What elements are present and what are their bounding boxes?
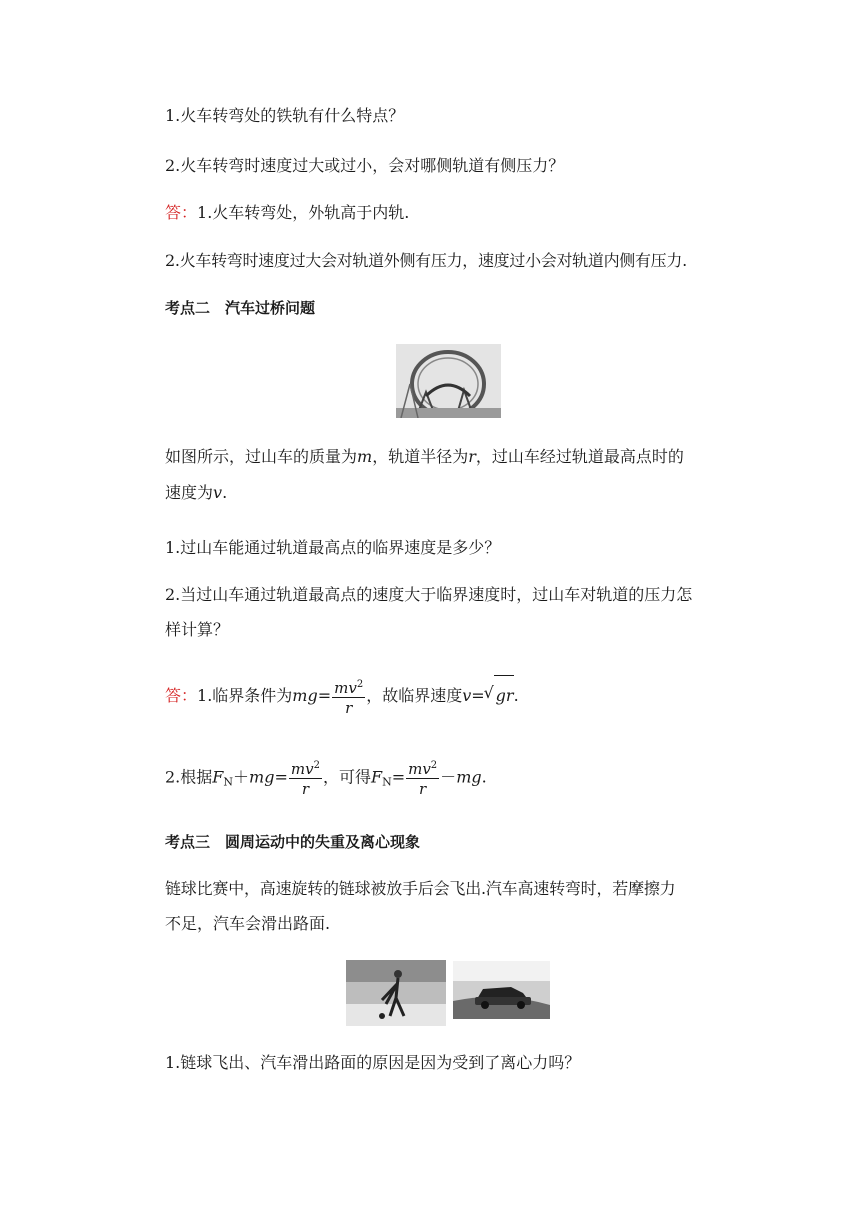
a2-2-text-b: ，可得 — [322, 767, 371, 787]
a2-2-text-a: 2.根据 — [165, 767, 213, 787]
sqrt-gr: √ gr — [494, 675, 514, 716]
hammer-throw-drawing — [346, 960, 446, 1026]
answer-1-1 — [165, 202, 409, 224]
section-heading-3: 考点三 圆周运动中的失重及离心现象 — [165, 833, 421, 851]
question-2-1: 1.过山车能通过轨道最高点的临界速度是多少？ — [165, 538, 501, 557]
paragraph-3-line-1: 链球比赛中，高速旋转的链球被放手后会飞出.汽车高速转弯时，若摩擦力 — [165, 879, 676, 898]
formula-v: v — [462, 686, 472, 705]
var-m: m — [357, 447, 373, 466]
p2-text-c: ，过山车经过轨道最高点时的 — [475, 447, 684, 466]
question-3-1: 1.链球飞出、汽车滑出路面的原因是因为受到了离心力吗？ — [165, 1053, 581, 1072]
car-drawing — [453, 961, 550, 1019]
a2-text-b: ，故临界速度 — [366, 686, 463, 705]
question-1-2: 2.火车转弯时速度过大或过小，会对哪侧轨道有侧压力？ — [165, 156, 565, 175]
var-r: r — [468, 447, 476, 466]
question-1-1: 1.火车转弯处的铁轨有什么特点？ — [165, 106, 405, 125]
answer-label: 答： — [165, 203, 198, 222]
fraction-mv2-over-r: $\frac{mv^2}{r}$ — [332, 676, 365, 718]
roller-coaster-drawing — [396, 344, 501, 418]
question-2-2-line-1: 2.当过山车通过轨道最高点的速度大于临界速度时，过山车对轨道的压力怎 — [165, 585, 693, 604]
p2-text-e: . — [222, 483, 228, 502]
a2-text-a: 1.临界条件为 — [197, 686, 293, 705]
fraction-mv2-over-r-2: $\frac{mv^2}{r}$ — [289, 757, 322, 799]
answer-1-2: 2.火车转弯时速度过大会对轨道外侧有压力，速度过小会对轨道内侧有压力. — [165, 251, 687, 270]
roller-coaster-image — [396, 344, 501, 418]
p2-text-d: 速度为 — [165, 483, 214, 502]
car-image — [453, 961, 550, 1019]
formula-fn: F — [212, 767, 224, 787]
paragraph-2-line-1 — [165, 446, 684, 468]
paragraph-2-line-2 — [165, 482, 227, 504]
section-heading-2: 考点二 汽车过桥问题 — [165, 299, 316, 317]
paragraph-3-line-2: 不足，汽车会滑出路面. — [165, 914, 331, 933]
answer-2-2: 2.根据$F_N+mg=$ $\frac{mv^2}{r}$ ，可得$F_N=$ $\frac{mv^2}{r}$ －mg. — [165, 757, 487, 803]
p2-text-b: ，轨道半径为 — [372, 447, 469, 466]
answer-text: 1.火车转弯处，外轨高于内轨. — [197, 203, 410, 222]
var-v: v — [213, 483, 223, 502]
fraction-mv2-over-r-3: $\frac{mv^2}{r}$ — [406, 757, 439, 799]
answer-2-1: 答：1.临界条件为mg= $\frac{mv^2}{r}$ ，故临界速度v=√ gr. — [165, 675, 519, 718]
hammer-throw-image — [346, 960, 446, 1026]
question-2-2-line-2: 样计算？ — [165, 620, 230, 639]
p2-text-a: 如图所示，过山车的质量为 — [165, 447, 358, 466]
formula-mg: mg — [292, 686, 318, 705]
answer-label: 答： — [165, 686, 198, 705]
